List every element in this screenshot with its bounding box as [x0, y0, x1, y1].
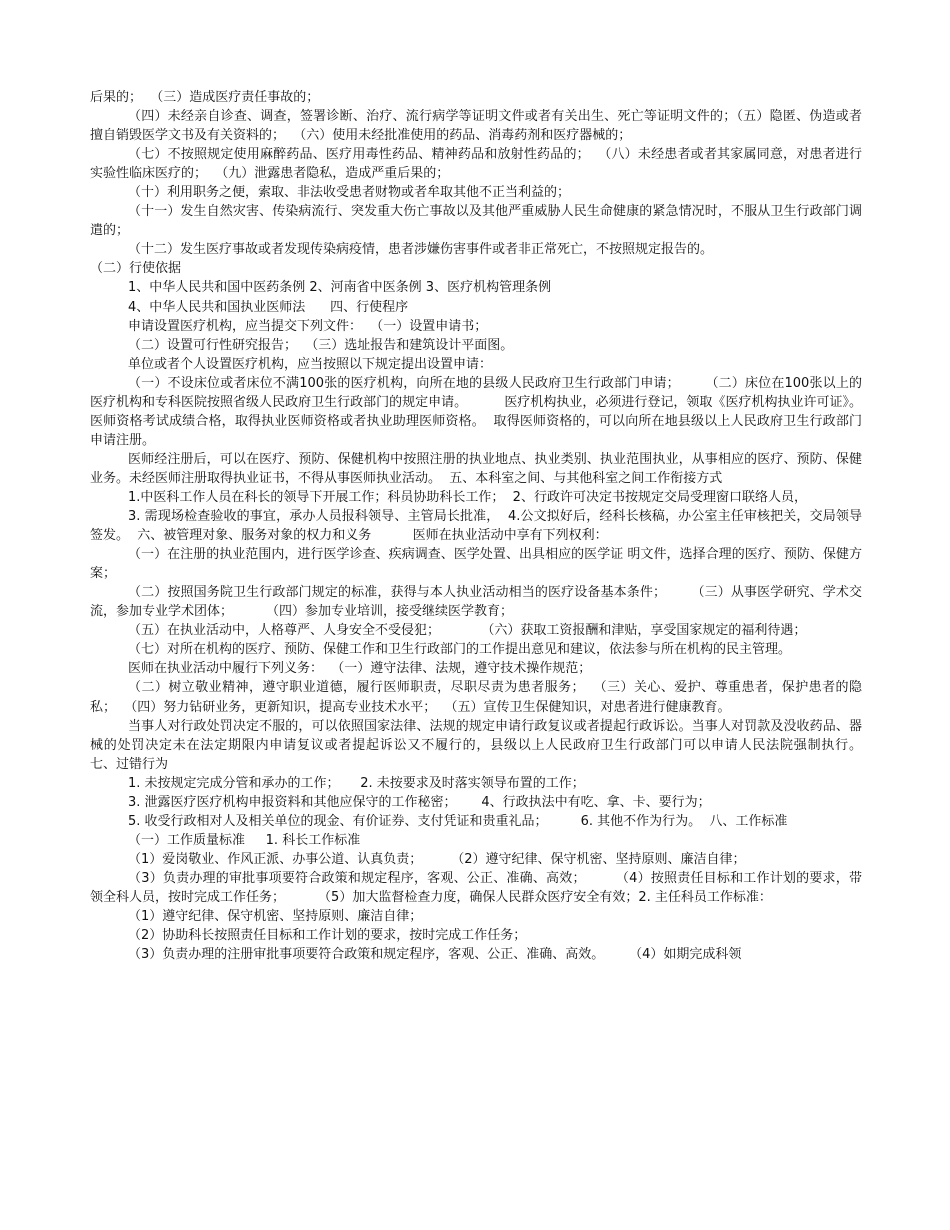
paragraph: （十二）发生医疗事故或者发现传染病疫情，患者涉嫌伤害事件或者非正常死亡，不按照规定报告的。 — [128, 242, 714, 258]
paragraph: （一）在注册的执业范围内，进行医学诊查、疾病调查、医学处置、出具相应的医学证 明文件，选择合理的医疗、预防、保健方案； — [90, 547, 862, 582]
paragraph: 1、中华人民共和国中医药条例 2、河南省中医条例 3、医疗机构管理条例 — [128, 280, 552, 296]
paragraph: （四）未经亲自诊查、调查，签署诊断、治疗、流行病学等证明文件或者有关出生、死亡等证明文件的；（五）隐匿、伪造或者擅自销毁医学文书及有关资料的； （六）使用未经批准使用的药品、消毒药剂和医疗器械的； — [90, 109, 862, 144]
paragraph: 医师经注册后，可以在医疗、预防、保健机构中按照注册的执业地点、执业类别、执业范围执业，从事相应的医疗、预防、保健业务。未经医师注册取得执业证书，不得从事医师执业活动。 五、本科室之间、与其他科室之间工作衔接方式 — [90, 451, 862, 486]
paragraph: （1）爱岗敬业、作风正派、办事公道、认真负责； （2）遵守纪律、保守机密、坚持原则、廉洁自律； — [128, 851, 746, 867]
paragraph: （1）遵守纪律、保守机密、坚持原则、廉洁自律； — [128, 909, 423, 925]
paragraph: 1.中医科工作人员在科长的领导下开展工作；科员协助科长工作； 2、行政许可决定书按规定交局受理窗口联络人员， — [128, 489, 807, 505]
paragraph: 单位或者个人设置医疗机构，应当按照以下规定提出设置申请： — [128, 356, 493, 372]
paragraph: 申请设置医疗机构，应当提交下列文件： （一）设置申请书； — [128, 318, 488, 334]
paragraph: 1. 未按规定完成分管和承办的工作； 2. 未按要求及时落实领导布置的工作； — [128, 775, 585, 791]
paragraph: 医师在执业活动中履行下列义务： （一）遵守法律、法规，遵守技术操作规范； — [128, 661, 592, 677]
paragraph: （十）利用职务之便，索取、非法收受患者财物或者牟取其他不正当利益的； — [128, 185, 571, 201]
paragraph: （2）协助科长按照责任目标和工作计划的要求，按时完成工作任务； — [128, 928, 527, 944]
paragraph: （七）对所在机构的医疗、预防、保健工作和卫生行政部门的工作提出意见和建议，依法参与所在机构的民主管理。 — [128, 642, 792, 658]
paragraph: （五）在执业活动中，人格尊严、人身安全不受侵犯； （六）获取工资报酬和津贴，享受国家规定的福利待遇； — [128, 623, 807, 639]
paragraph: （3）负责办理的审批事项要符合政策和规定程序，客观、公正、准确、高效； （4）按照责任目标和工作计划的要求，带领全科人员，按时完成工作任务； （5）加大监督检查力度，确保人民群众医疗安全有效；2. 主任科员工作标准： — [90, 870, 862, 905]
paragraph: （七）不按照规定使用麻醉药品、医疗用毒性药品、精神药品和放射性药品的； （八）未经患者或者其家属同意，对患者进行实验性临床医疗的； （九）泄露患者隐私，造成严重后果的； — [90, 147, 862, 182]
paragraph: 3. 泄露医疗医疗机构申报资料和其他应保守的工作秘密； 4、行政执法中有吃、拿、卡、要行为； — [128, 794, 711, 810]
paragraph: 5. 收受行政相对人及相关单位的现金、有价证券、支付凭证和贵重礼品； 6. 其他不作为行为。 八、工作标准 — [128, 813, 788, 829]
paragraph: 4、中华人民共和国执业医师法 四、行使程序 — [128, 299, 409, 315]
paragraph: 当事人对行政处罚决定不服的，可以依照国家法律、法规的规定申请行政复议或者提起行政诉讼。当事人对罚款及没收药品、器械的处罚决定未在法定期限内申请复议或者提起诉讼又不履行的，县级以上人民政府卫生行政部门可以申请人民法院强制执行。 七、过错行为 — [90, 718, 887, 772]
paragraph: 后果的； （三）造成医疗责任事故的； — [90, 90, 320, 105]
paragraph: （3）负责办理的注册审批事项要符合政策和规定程序，客观、公正、准确、高效。 （4）如期完成科领 — [128, 947, 742, 963]
paragraph: （二）按照国务院卫生行政部门规定的标准，获得与本人执业活动相当的医疗设备基本条件； （三）从事医学研究、学术交流，参加专业学术团体； （四）参加专业培训，接受继续医学教育； — [90, 585, 862, 620]
paragraph: （十一）发生自然灾害、传染病流行、突发重大伤亡事故以及其他严重威胁人民生命健康的紧急情况时，不服从卫生行政部门调遣的； — [90, 204, 862, 239]
paragraph: （二）树立敬业精神，遵守职业道德，履行医师职责，尽职尽责为患者服务； （三）关心、爱护、尊重患者，保护患者的隐私； （四）努力钻研业务，更新知识，提高专业技术水平； （五）宣传卫生保健知识，对患者进行健康教育。 — [90, 680, 862, 715]
paragraph: （一）工作质量标准 1. 科长工作标准 — [128, 832, 361, 848]
paragraph: （二）设置可行性研究报告； （三）选址报告和建筑设计平面图。 — [128, 337, 514, 353]
section-heading: （二）行使依据 — [90, 261, 182, 277]
paragraph: 3. 需现场检查验收的事宜，承办人员报科领导、主管局长批准， 4.公文拟好后，经科长核稿，办公室主任审核把关，交局领导签发。 六、被管理对象、服务对象的权力和义务 医师在执业活动中享有下列权利： — [90, 509, 862, 544]
paragraph: （一）不设床位或者床位不满100张的医疗机构，向所在地的县级人民政府卫生行政部门申请； （二）床位在100张以上的医疗机构和专科医院按照省级人民政府卫生行政部门的规定申请。 医疗机构执业，必须进行登记，领取《医疗机构执业许可证》。 医师资格考试成绩合格，取得执业医师资格或者执业助理医师资格。 取得医师资格的，可以向所在地县级以上人民政府卫生行政部门申请注册。 — [90, 375, 871, 448]
document-page — [90, 88, 887, 964]
